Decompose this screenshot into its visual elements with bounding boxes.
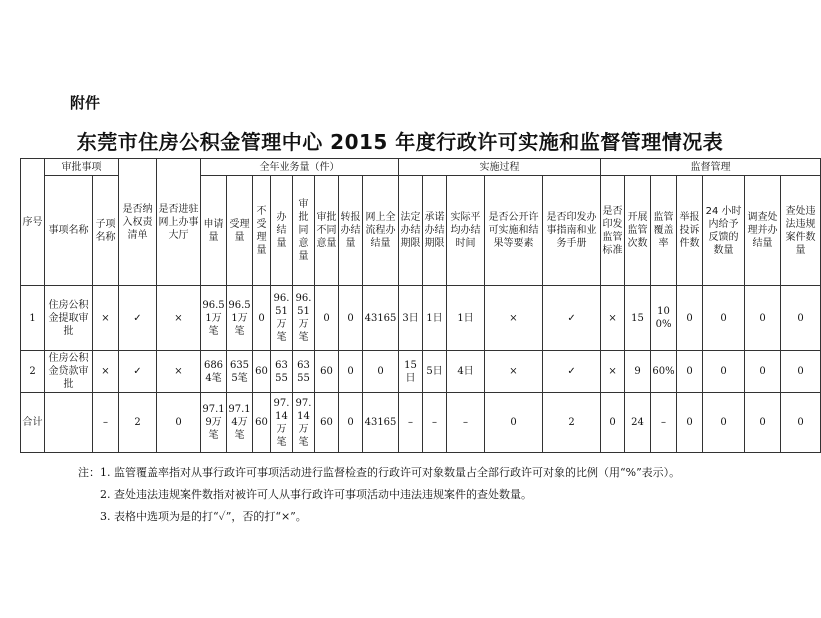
cell-not-accept: 60	[253, 351, 271, 393]
cell-transfer: 0	[339, 286, 363, 351]
cell-seq: 1	[21, 286, 45, 351]
cell-done: 6355	[271, 351, 293, 393]
cell-done: 97.14万笔	[271, 393, 293, 453]
col-done: 办结量	[271, 176, 293, 286]
cell-online: 43165	[363, 286, 399, 351]
col-coverage: 监管覆盖率	[651, 176, 677, 286]
cell-standard: 0	[601, 393, 625, 453]
cell-in-hall: 0	[157, 393, 201, 453]
cell-item-name: 住房公积金提取审批	[45, 286, 93, 351]
cell-item-name	[45, 393, 93, 453]
cell-not-accept: 0	[253, 286, 271, 351]
cell-item-name: 住房公积金贷款审批	[45, 351, 93, 393]
col-approve: 审批同意量	[293, 176, 315, 286]
cell-complaints: 0	[677, 286, 703, 351]
group-supervision: 监督管理	[601, 159, 821, 176]
col-public: 是否公开许可实施和结果等要素	[485, 176, 543, 286]
group-approval: 审批事项	[45, 159, 119, 176]
cell-seq: 2	[21, 351, 45, 393]
cell-avg-time: 1日	[447, 286, 485, 351]
cell-promised-limit: 5日	[423, 351, 447, 393]
note-3: 3. 表格中选项为是的打“✓”，否的打“×”。	[100, 510, 307, 523]
cell-approve: 97.14万笔	[293, 393, 315, 453]
col-avg-time: 实际平均办结时间	[447, 176, 485, 286]
cell-cases: 0	[781, 286, 821, 351]
cell-approve: 6355	[293, 351, 315, 393]
attachment-label: 附件	[70, 94, 101, 112]
cell-feedback: 0	[703, 351, 745, 393]
cell-promised-limit: –	[423, 393, 447, 453]
cell-in-list: ✓	[119, 351, 157, 393]
cell-guide: ✓	[543, 286, 601, 351]
col-item-name: 事项名称	[45, 176, 93, 286]
cell-accept: 6355笔	[227, 351, 253, 393]
cell-promised-limit: 1日	[423, 286, 447, 351]
cell-online: 43165	[363, 393, 399, 453]
report-table	[20, 158, 821, 453]
col-seq: 序号	[21, 159, 45, 286]
cell-accept: 96.51万笔	[227, 286, 253, 351]
col-sub-name: 子项名称	[93, 176, 119, 286]
cell-investigate: 0	[745, 393, 781, 453]
col-guide: 是否印发办事指南和业务手册	[543, 176, 601, 286]
cell-checks: 9	[625, 351, 651, 393]
cell-reject: 0	[315, 286, 339, 351]
col-online: 网上全流程办结量	[363, 176, 399, 286]
cell-sub-name: ×	[93, 286, 119, 351]
col-not-accept: 不受理量	[253, 176, 271, 286]
cell-done: 96.51万笔	[271, 286, 293, 351]
cell-legal-limit: –	[399, 393, 423, 453]
col-checks: 开展监管次数	[625, 176, 651, 286]
col-in-hall: 是否进驻网上办事大厅	[157, 159, 201, 286]
cell-apply: 97.19万笔	[201, 393, 227, 453]
cell-coverage: –	[651, 393, 677, 453]
cell-seq: 合计	[21, 393, 45, 453]
cell-avg-time: 4日	[447, 351, 485, 393]
cell-standard: ×	[601, 351, 625, 393]
cell-sub-name: –	[93, 393, 119, 453]
cell-online: 0	[363, 351, 399, 393]
cell-transfer: 0	[339, 351, 363, 393]
cell-public: ×	[485, 351, 543, 393]
notes	[78, 462, 680, 528]
cell-investigate: 0	[745, 286, 781, 351]
header-group-row	[21, 159, 821, 176]
cell-standard: ×	[601, 286, 625, 351]
cell-in-hall: ×	[157, 286, 201, 351]
col-reject: 审批不同意量	[315, 176, 339, 286]
cell-apply: 96.51万笔	[201, 286, 227, 351]
col-complaints: 举报投诉件数	[677, 176, 703, 286]
cell-coverage: 100%	[651, 286, 677, 351]
cell-in-hall: ×	[157, 351, 201, 393]
group-process: 实施过程	[399, 159, 601, 176]
cell-public: ×	[485, 286, 543, 351]
col-feedback: 24 小时内给予反馈的数量	[703, 176, 745, 286]
cell-in-list: ✓	[119, 286, 157, 351]
cell-checks: 24	[625, 393, 651, 453]
cell-apply: 6864笔	[201, 351, 227, 393]
col-investigate: 调查处理并办结量	[745, 176, 781, 286]
page-title: 东莞市住房公积金管理中心 2015 年度行政许可实施和监督管理情况表	[76, 130, 724, 154]
col-in-list: 是否纳入权责清单	[119, 159, 157, 286]
table-row	[21, 351, 821, 393]
cell-investigate: 0	[745, 351, 781, 393]
col-apply: 申请量	[201, 176, 227, 286]
cell-legal-limit: 3日	[399, 286, 423, 351]
cell-guide: 2	[543, 393, 601, 453]
cell-approve: 96.51万笔	[293, 286, 315, 351]
cell-public: 0	[485, 393, 543, 453]
cell-reject: 60	[315, 393, 339, 453]
cell-feedback: 0	[703, 393, 745, 453]
note-2: 2. 查处违法违规案件数指对被许可人从事行政许可事项活动中违法违规案件的查处数量。	[100, 488, 532, 501]
cell-complaints: 0	[677, 393, 703, 453]
cell-legal-limit: 15日	[399, 351, 423, 393]
cell-in-list: 2	[119, 393, 157, 453]
col-standard: 是否印发监管标准	[601, 176, 625, 286]
table-row-total	[21, 393, 821, 453]
note-1: 注：1. 监管覆盖率指对从事行政许可事项活动进行监督检查的行政许可对象数量占全部行政许可对象的比例（用“%”表示）。	[78, 466, 681, 479]
col-accept: 受理量	[227, 176, 253, 286]
cell-accept: 97.14万笔	[227, 393, 253, 453]
col-legal-limit: 法定办结期限	[399, 176, 423, 286]
cell-not-accept: 60	[253, 393, 271, 453]
col-promised-limit: 承诺办结期限	[423, 176, 447, 286]
cell-sub-name: ×	[93, 351, 119, 393]
cell-checks: 15	[625, 286, 651, 351]
col-transfer: 转报办结量	[339, 176, 363, 286]
cell-complaints: 0	[677, 351, 703, 393]
cell-reject: 60	[315, 351, 339, 393]
cell-guide: ✓	[543, 351, 601, 393]
col-cases: 查处违法违规案件数量	[781, 176, 821, 286]
cell-coverage: 60%	[651, 351, 677, 393]
cell-cases: 0	[781, 393, 821, 453]
cell-feedback: 0	[703, 286, 745, 351]
cell-cases: 0	[781, 351, 821, 393]
cell-transfer: 0	[339, 393, 363, 453]
group-business: 全年业务量（件）	[201, 159, 399, 176]
cell-avg-time: –	[447, 393, 485, 453]
table-row	[21, 286, 821, 351]
